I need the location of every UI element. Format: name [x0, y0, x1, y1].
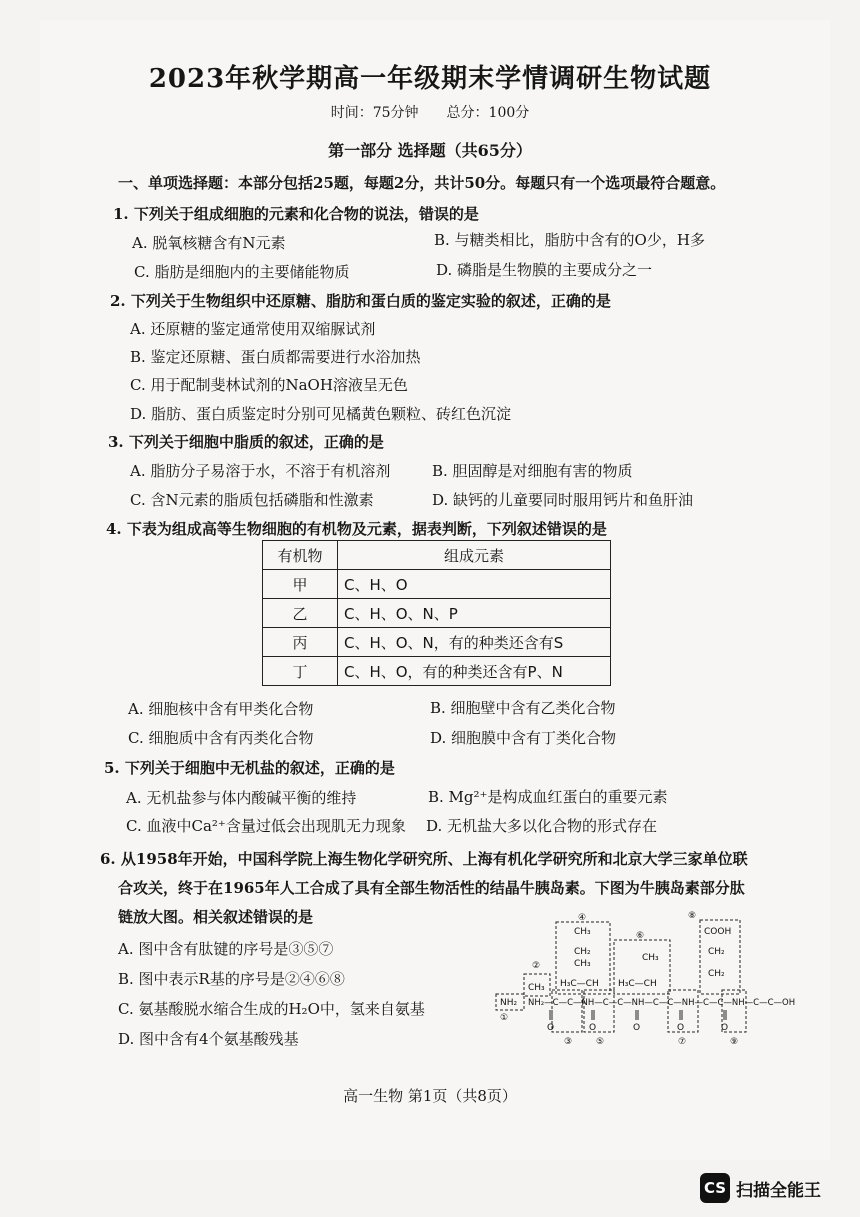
question-5-option-d: D. 无机盐大多以化合物的形式存在: [426, 817, 658, 835]
section-heading: 一、单项选择题：本部分包括25题，每题2分，共计50分。每题只有一个选项最符合题意。: [118, 174, 726, 192]
diagram-group: O: [589, 1023, 597, 1033]
diagram-group: NH₂: [500, 998, 518, 1008]
table-row: [263, 657, 611, 686]
question-4-option-c: C. 细胞质中含有丙类化合物: [128, 729, 314, 747]
table-cell: C、H、O: [338, 570, 611, 599]
question-1-option-d: D. 磷脂是生物膜的主要成分之一: [436, 261, 653, 279]
diagram-label: ⑤: [596, 1037, 605, 1047]
table-row: [263, 599, 611, 628]
diagram-group: O: [721, 1023, 729, 1033]
table-cell: C、H、O，有的种类还含有P、N: [338, 657, 611, 686]
scanner-logo-icon: CS: [700, 1173, 730, 1203]
exam-subtitle: 时间：75分钟 总分：100分: [330, 105, 530, 121]
table-row: [263, 628, 611, 657]
peptide-chain-diagram: [492, 910, 796, 1050]
diagram-group: O: [547, 1023, 555, 1033]
question-6-stem-line-3: 链放大图。相关叙述错误的是: [118, 908, 314, 926]
question-6-option-b: B. 图中表示R基的序号是②④⑥⑧: [118, 970, 345, 988]
diagram-group: CH₂: [708, 947, 725, 957]
question-2-option-a: A. 还原糖的鉴定通常使用双缩脲试剂: [130, 320, 376, 338]
question-4-option-b: B. 细胞壁中含有乙类化合物: [430, 699, 616, 717]
table-cell: 乙: [263, 599, 338, 628]
question-1-option-b: B. 与糖类相比，脂肪中含有的O少，H多: [434, 231, 705, 249]
question-6-stem-line-1: 6. 从1958年开始，中国科学院上海生物化学研究所、上海有机化学研究所和北京大学三家单位联: [100, 850, 748, 868]
diagram-group: O: [677, 1023, 685, 1033]
question-1-option-c: C. 脂肪是细胞内的主要储能物质: [134, 263, 350, 281]
question-2-option-b: B. 鉴定还原糖、蛋白质都需要进行水浴加热: [130, 348, 421, 366]
diagram-label: ⑦: [678, 1037, 687, 1047]
diagram-group: CH₂: [708, 969, 725, 979]
question-1-option-a: A. 脱氧核糖含有N元素: [132, 234, 286, 252]
question-4-option-a: A. 细胞核中含有甲类化合物: [128, 700, 314, 718]
part-heading: 第一部分 选择题（共65分）: [328, 141, 532, 160]
diagram-label: ④: [578, 913, 587, 923]
page-footer: 高一生物 第1页（共8页）: [343, 1087, 517, 1105]
exam-title: 2023年秋学期高一年级期末学情调研生物试题: [148, 64, 712, 94]
table-header-cell: 组成元素: [338, 541, 611, 570]
question-5-option-c: C. 血液中Ca²⁺含量过低会出现肌无力现象: [126, 817, 406, 835]
question-2-stem: 2. 下列关于生物组织中还原糖、脂肪和蛋白质的鉴定实验的叙述，正确的是: [110, 292, 611, 310]
diagram-label: ⑥: [636, 931, 645, 941]
question-2-option-d: D. 脂肪、蛋白质鉴定时分别可见橘黄色颗粒、砖红色沉淀: [130, 405, 512, 423]
table-header-cell: 有机物: [263, 541, 338, 570]
peptide-bond-box-3: [552, 990, 582, 1032]
table-cell: C、H、O、N，有的种类还含有S: [338, 628, 611, 657]
diagram-group: CH₂: [574, 947, 591, 957]
question-6-option-c: C. 氨基酸脱水缩合生成的H₂O中，氢来自氨基: [118, 1000, 425, 1018]
table-header-row: [263, 541, 611, 570]
question-3-stem: 3. 下列关于细胞中脂质的叙述，正确的是: [108, 433, 384, 451]
diagram-label: ⑨: [730, 1037, 739, 1047]
question-6-stem-line-2: 合攻关，终于在1965年人工合成了具有全部生物活性的结晶牛胰岛素。下图为牛胰岛素部分肽: [118, 879, 745, 897]
peptide-chain: NH₂—C—C—NH—C—C—NH—C—C—NH—C—C—NH—C—C—OH: [528, 998, 796, 1008]
question-3-option-d: D. 缺钙的儿童要同时服用钙片和鱼肝油: [432, 491, 694, 509]
question-6-option-d: D. 图中含有4个氨基酸残基: [118, 1030, 299, 1048]
scanner-watermark: [700, 1173, 821, 1203]
diagram-label: ②: [532, 961, 541, 971]
question-3-option-c: C. 含N元素的脂质包括磷脂和性激素: [130, 491, 374, 509]
scanner-watermark-text: 扫描全能王: [736, 1180, 821, 1201]
diagram-group: H₃C—CH: [560, 979, 599, 989]
diagram-group: CH₃: [528, 983, 545, 993]
diagram-group: COOH: [704, 927, 732, 937]
question-4-option-d: D. 细胞膜中含有丁类化合物: [430, 729, 617, 747]
table-cell: C、H、O、N、P: [338, 599, 611, 628]
table-cell: 甲: [263, 570, 338, 599]
diagram-label: ⑧: [688, 911, 697, 921]
elements-table: [262, 540, 611, 686]
question-5-option-b: B. Mg²⁺是构成血红蛋白的重要元素: [428, 788, 668, 806]
diagram-group: O: [633, 1023, 641, 1033]
question-2-option-c: C. 用于配制斐林试剂的NaOH溶液呈无色: [130, 376, 408, 394]
question-1-stem: 1. 下列关于组成细胞的元素和化合物的说法，错误的是: [113, 205, 479, 223]
table-row: [263, 570, 611, 599]
diagram-group: CH₃: [642, 953, 659, 963]
diagram-group: CH₃: [574, 927, 591, 937]
question-6-option-a: A. 图中含有肽键的序号是③⑤⑦: [118, 940, 334, 958]
diagram-group: CH₃: [574, 959, 591, 969]
question-3-option-a: A. 脂肪分子易溶于水，不溶于有机溶剂: [130, 462, 391, 480]
question-3-option-b: B. 胆固醇是对细胞有害的物质: [432, 462, 633, 480]
table-cell: 丁: [263, 657, 338, 686]
table-cell: 丙: [263, 628, 338, 657]
question-4-stem: 4. 下表为组成高等生物细胞的有机物及元素，据表判断，下列叙述错误的是: [106, 520, 607, 538]
question-5-stem: 5. 下列关于细胞中无机盐的叙述，正确的是: [104, 759, 395, 777]
question-5-option-a: A. 无机盐参与体内酸碱平衡的维持: [126, 789, 357, 807]
diagram-label: ③: [564, 1037, 573, 1047]
diagram-group: H₃C—CH: [618, 979, 657, 989]
diagram-label: ①: [500, 1013, 509, 1023]
